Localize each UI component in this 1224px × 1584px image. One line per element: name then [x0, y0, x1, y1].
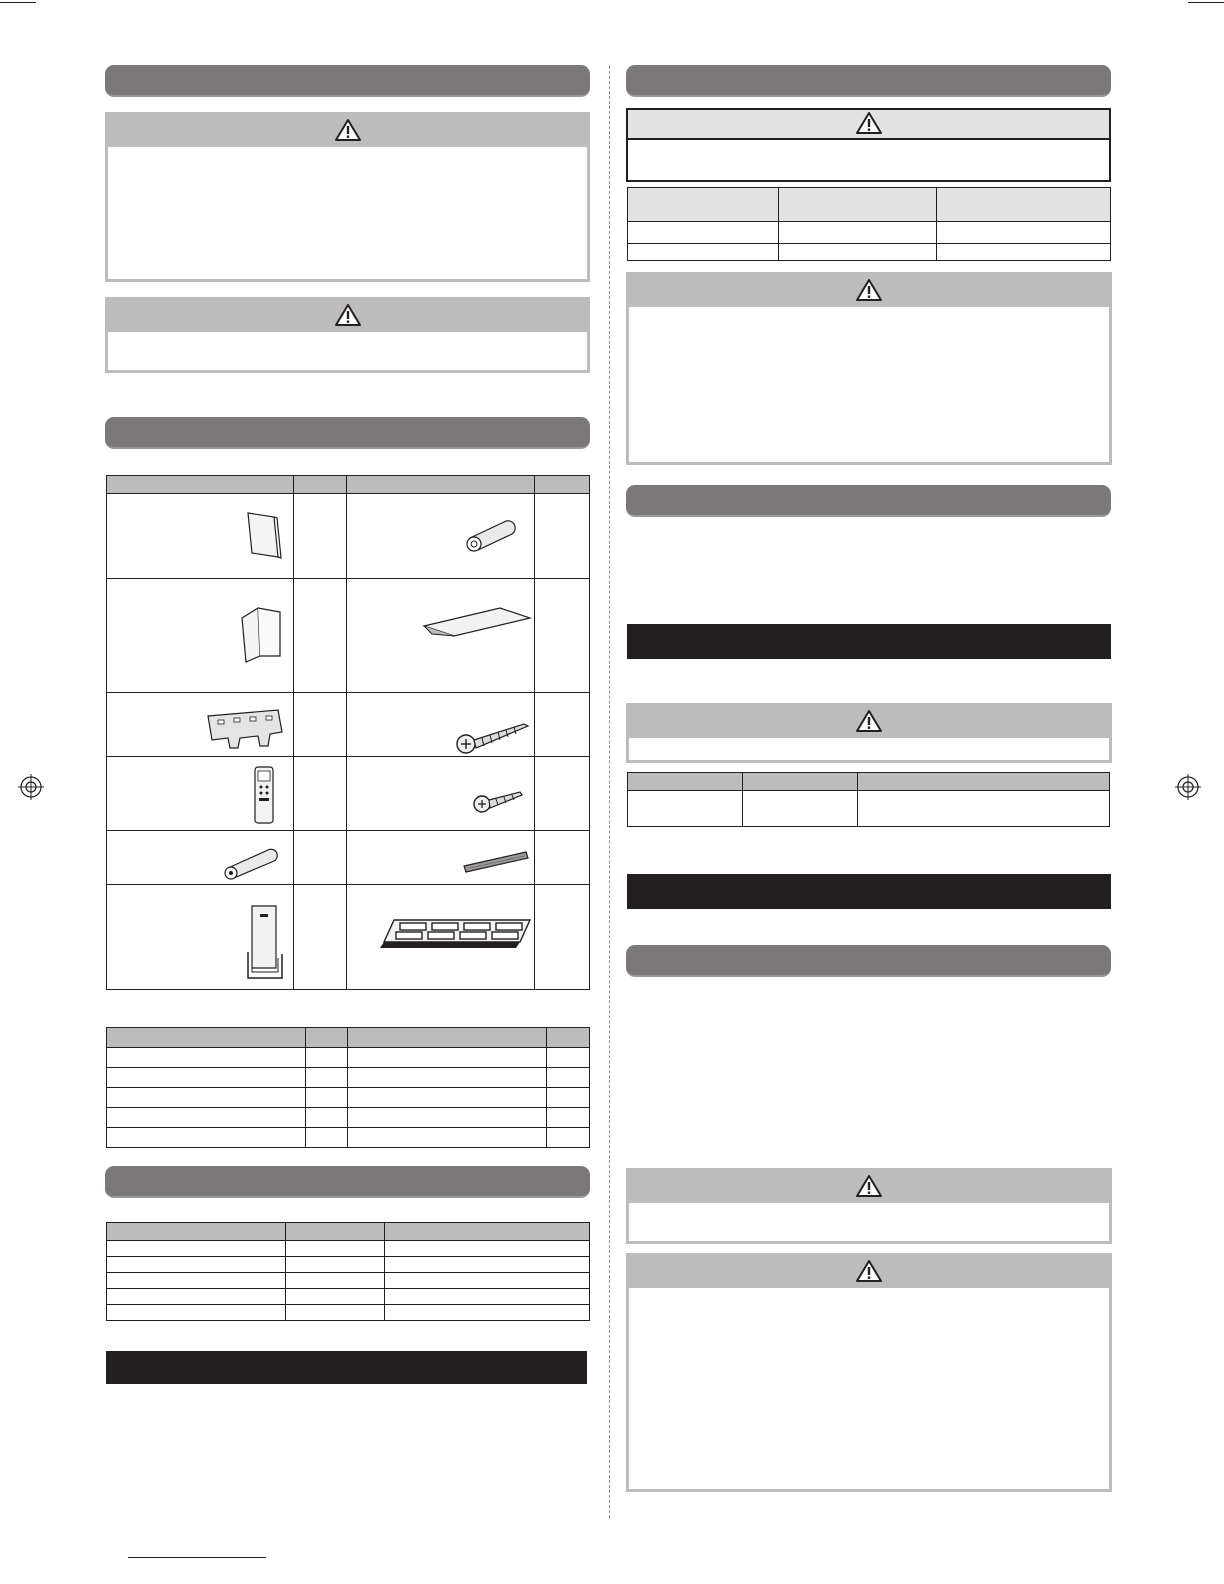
warning-triangle-icon — [855, 709, 883, 733]
warning-box-1 — [105, 112, 590, 282]
warning-box-2 — [626, 108, 1111, 182]
warning-box-header — [108, 115, 587, 147]
table-row — [107, 1048, 590, 1068]
section-header-installation — [626, 945, 1111, 977]
black-bar-right-2 — [627, 874, 1111, 909]
installation-manual-icon — [238, 606, 284, 664]
registration-mark-icon — [1175, 774, 1201, 800]
table-row — [107, 1241, 590, 1257]
table-row — [107, 1128, 590, 1148]
caution-box-1 — [105, 297, 590, 373]
registration-mark-icon — [18, 774, 44, 800]
section-header-electrical — [626, 485, 1111, 517]
cable-table — [627, 772, 1110, 827]
caution-box-4 — [626, 1253, 1112, 1492]
refrigerant-table — [627, 187, 1111, 261]
operating-manual-icon — [244, 511, 284, 561]
tapping-screw-small-icon — [470, 782, 526, 816]
wall-hook-bracket-icon — [206, 706, 284, 750]
battery-icon — [218, 844, 282, 880]
warning-triangle-icon — [334, 303, 362, 327]
warning-triangle-icon — [855, 1259, 883, 1283]
table-row — [107, 1289, 590, 1305]
optional-parts-table — [106, 1027, 590, 1148]
air-filter-icon — [376, 912, 534, 958]
table-header-row — [107, 1223, 590, 1241]
table-row — [107, 1068, 590, 1088]
black-bar-right-1 — [627, 624, 1111, 659]
pipe-size-table — [106, 1222, 590, 1321]
sponge-strip-icon — [460, 850, 532, 876]
table-header-row — [107, 1028, 590, 1048]
table-row — [628, 244, 1111, 261]
warning-triangle-icon — [334, 118, 362, 142]
column-divider — [609, 66, 610, 1518]
crop-mark-bottom-left — [128, 1557, 266, 1558]
crop-mark-top-right — [1188, 2, 1224, 3]
remote-control-holder-icon — [238, 902, 286, 984]
crop-mark-top-left — [0, 2, 36, 3]
caution-box-3 — [626, 703, 1112, 763]
caution-box-header — [629, 706, 1109, 738]
black-bar-left — [106, 1351, 587, 1384]
section-header-safety — [105, 65, 590, 97]
warning-triangle-icon — [855, 111, 883, 135]
table-row — [107, 1108, 590, 1128]
table-row — [107, 1273, 590, 1289]
section-header-accessories — [105, 417, 590, 449]
section-header-refrigerant — [626, 65, 1111, 97]
tapping-screw-large-icon — [454, 716, 532, 756]
table-header-row — [107, 476, 590, 494]
caution-box-header — [108, 300, 587, 332]
remote-control-icon — [252, 765, 276, 825]
caution-box-2 — [626, 272, 1112, 465]
section-header-pipe — [105, 1166, 590, 1198]
table-row — [628, 222, 1111, 244]
table-header-row — [628, 188, 1111, 222]
cloth-tape-roll-icon — [460, 516, 520, 552]
warning-box-3 — [626, 1168, 1112, 1244]
caution-box-header — [629, 1256, 1109, 1288]
warning-box-header — [629, 1171, 1109, 1203]
table-row — [107, 1257, 590, 1273]
warning-triangle-icon — [855, 278, 883, 302]
table-row — [628, 791, 1110, 827]
caution-box-header — [629, 275, 1109, 307]
table-row — [107, 1088, 590, 1108]
warning-box-header — [628, 110, 1109, 140]
warning-triangle-icon — [855, 1174, 883, 1198]
table-header-row — [628, 773, 1110, 791]
insulation-sheet-icon — [420, 604, 534, 640]
table-row — [107, 1305, 590, 1321]
